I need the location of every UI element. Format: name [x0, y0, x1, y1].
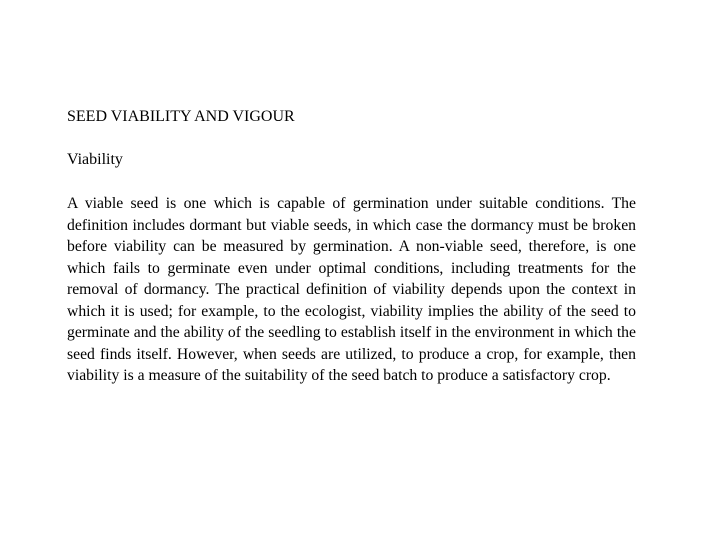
body-paragraph: A viable seed is one which is capable of germination under suitable conditions. The definition includes dormant but viable seeds, in which case the dormancy must be broken before viability can be measured by germination. A non-viable seed, therefore, is one which fails to germinate even under optimal conditions, including treatments for the removal of dormancy. The practical definition of viability depends upon the context in which it is used; for example, to the ecologist, viability implies the ability of the seed to germinate and the ability of the seedling to establish itself in the environment in which the seed finds itself. However, when seeds are utilized, to produce a crop, for example, then viability is a measure of the suitability of the seed batch to produce a satisfactory crop. [67, 195, 636, 384]
section-heading: Viability [67, 151, 123, 168]
document-title: SEED VIABILITY AND VIGOUR [67, 108, 295, 125]
